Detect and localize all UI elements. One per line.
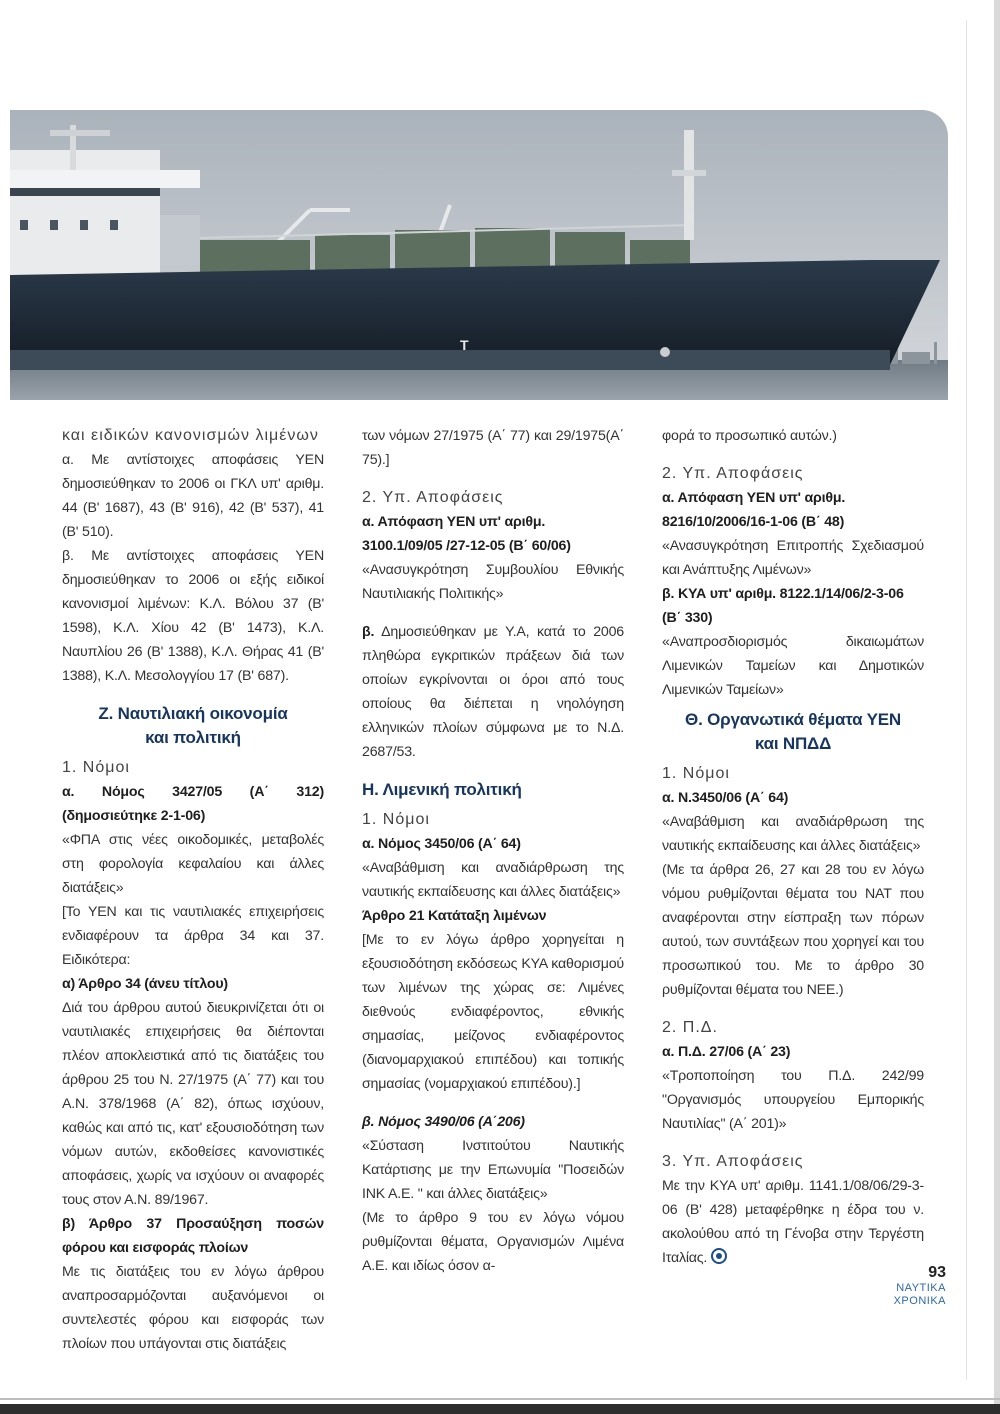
subheading-pd: 2. Π.Δ. xyxy=(662,1019,718,1036)
magazine-brand-line2: ΧΡΟΝΙΚΑ xyxy=(893,1295,946,1307)
law-3450-b-note: (Με τα άρθρα 26, 27 και 28 του εν λόγω νόμου ρυθμίζονται θέματα του ΝΑΤ που αναφέρονται στην είσπραξη των πόρων αυτού, των συντάξεων που χορηγεί και του προσωπικού του. Με το άρθρο 30 ρυθμίζονται θέματα του ΝΕΕ.) xyxy=(662,862,924,998)
subheading-ypapofaseis-3b: 3. Υπ. Αποφάσεις xyxy=(662,1153,804,1170)
intro-a: α. Με αντίστοιχες αποφάσεις ΥΕΝ δημοσιεύθηκαν το 2006 οι ΓΚΛ υπ' αριθμ. 44 (Β' 1687), 43 (Β' 916), 42 (Β' 537), 41 (Β' 510). xyxy=(62,452,324,540)
end-mark-icon xyxy=(711,1248,727,1264)
article-34-title: α) Άρθρο 34 (άνευ τίτλου) xyxy=(62,976,228,992)
intro-b: β. Με αντίστοιχες αποφάσεις ΥΕΝ δημοσιεύθηκαν το 2006 οι εξής ειδικοί κανονισμοί λιμένων: Κ.Λ. Βόλου 37 (Β' 1598), Κ.Λ. Χίου 42 (Β' 1473), Κ.Λ. Ναυπλίου 26 (Β' 1388), Κ.Λ. Θήρας 41 (Β' 1388), Κ.Λ. Μεσολογγίου 17 (Β' 687). xyxy=(62,548,324,684)
section-z-heading xyxy=(62,702,324,750)
subheading-nomoi-3: 1. Νόμοι xyxy=(662,765,730,782)
section-theta-line1: Θ. Οργανωτικά θέματα ΥΕΝ xyxy=(685,710,901,729)
article-34-text: Διά του άρθρου αυτού διευκρινίζεται ότι οι ναυτιλιακές επιχειρήσεις θα διέπονται πλέον αποκλειστικά από τις διατάξεις του άρθρου 25 του Ν. 27/1975 (Α΄ 77) και του Α.Ν. 378/1968 (Α΄ 82), όπως ισχύουν, καθώς και από τις, κατ' εξουσιοδότηση των νόμων αυτών, εκδοθείσες κανονιστικές αποφάσεις, χωρίς να ισχύουν οι αναφορές τους στον Α.Ν. 89/1967. xyxy=(62,1000,324,1208)
pd-27-quote: «Τροποποίηση του Π.Δ. 242/99 "Οργανισμός υπουργείου Εμπορικής Ναυτιλίας" (Α΄ 201)» xyxy=(662,1068,924,1132)
decision-8216-quote: «Ανασυγκρότηση Επιτροπής Σχεδιασμού και Ανάπτυξης Λιμένων» xyxy=(662,538,924,578)
page-edge xyxy=(994,0,1000,1414)
subheading-ypapofaseis-3: 2. Υπ. Αποφάσεις xyxy=(662,465,804,482)
section-z-line1: Ζ. Ναυτιλιακή οικονομία xyxy=(98,704,288,723)
decision-b xyxy=(362,620,624,764)
section-z-line2: και πολιτική xyxy=(145,728,241,747)
law-3490: β. Νόμος 3490/06 (Α΄206) xyxy=(362,1114,525,1130)
waterline xyxy=(10,350,890,370)
bottom-rule-thin xyxy=(0,1398,1000,1400)
law-3450: α. Νόμος 3450/06 (Α΄ 64) xyxy=(362,836,521,852)
subheading-nomoi-2: 1. Νόμοι xyxy=(362,811,430,828)
decision-b-text: Δημοσιεύθηκαν με Υ.Α, κατά το 2006 πληθώρα εγκριτικών πράξεων διά των οποίων εγκρίνονται οι όροι από τους οποίους θα διέπεται η νηολόγηση ελληνικών πλοίων σύμφωνα με το Ν.Δ. 2687/53. xyxy=(362,624,624,760)
law-3450-b: α. Ν.3450/06 (Α΄ 64) xyxy=(662,790,789,806)
subheading-nomoi: 1. Νόμοι xyxy=(62,759,130,776)
page-edge-line xyxy=(966,20,967,1380)
decision-3100-quote: «Ανασυγκρότηση Συμβουλίου Εθνικής Ναυτιλιακής Πολιτικής» xyxy=(362,562,624,602)
kya-8122: β. ΚΥΑ υπ' αριθμ. 8122.1/14/06/2-3-06 (Β΄ 330) xyxy=(662,586,904,626)
magazine-brand-line1: ΝΑΥΤΙΚΑ xyxy=(896,1282,946,1294)
ship-illustration xyxy=(10,110,948,400)
column-3 xyxy=(662,424,924,1270)
decision-3100: α. Απόφαση ΥΕΝ υπ' αριθμ. 3100.1/09/05 /27-12-05 (Β΄ 60/06) xyxy=(362,514,571,554)
pd-27: α. Π.Δ. 27/06 (Α΄ 23) xyxy=(662,1044,791,1060)
law-3427: α. Νόμος 3427/05 (Α΄ 312) (δημοσιεύτηκε 2-1-06) xyxy=(62,784,324,824)
page-footer xyxy=(894,1264,946,1308)
article-21-title: Άρθρο 21 Κατάταξη λιμένων xyxy=(362,908,547,924)
col2-continuation: των νόμων 27/1975 (Α΄ 77) και 29/1975(Α΄ 75).] xyxy=(362,428,624,468)
article-21-text: [Με το εν λόγω άρθρο χορηγείται η εξουσιοδότηση εκδόσεως ΚΥΑ καθορισμού των λιμένων της χώρας σε: Λιμένες διεθνούς ενδιαφέροντος, εθνικής σημασίας, μείζονος ενδιαφέροντος (διανομαρχιακού επιπέδου) και τοπικής σημασίας (νομαρχιακού επιπέδου).] xyxy=(362,932,624,1092)
law-3490-note: (Με το άρθρο 9 του εν λόγω νόμου ρυθμίζονται θέματα, Οργανισμών Λιμένα Α.Ε. και ιδίως όσον α- xyxy=(362,1210,624,1274)
foremast xyxy=(684,130,694,240)
ship-photo xyxy=(10,110,948,400)
article-37-title: β) Άρθρο 37 Προσαύξηση ποσών φόρου και εισφοράς πλοίων xyxy=(62,1216,324,1256)
decision-b-label: β. xyxy=(362,624,375,640)
column-1 xyxy=(62,424,324,1356)
subheading-ypapofaseis: 2. Υπ. Αποφάσεις xyxy=(362,489,504,506)
svg-text:T: T xyxy=(460,337,469,353)
column-2 xyxy=(362,424,624,1278)
section-h-heading: Η. Λιμενική πολιτική xyxy=(362,780,522,799)
section-theta-heading xyxy=(662,708,924,756)
intro-title: και ειδικών κανονισμών λιμένων xyxy=(62,427,319,444)
law-3427-note: [Το ΥΕΝ και τις ναυτιλιακές επιχειρήσεις ενδιαφέρουν τα άρθρα 34 και 37. Ειδικότερα: xyxy=(62,904,324,968)
article-37-text: Με τις διατάξεις του εν λόγω άρθρου αναπροσαρμόζονται αυξανόμενοι οι συντελεστές φόρου και εισφοράς των πλοίων που υπάγονται στις διατάξεις xyxy=(62,1264,324,1352)
section-theta-line2: και ΝΠΔΔ xyxy=(754,734,832,753)
law-3450-b-quote: «Αναβάθμιση και αναδιάρθρωση της ναυτικής εκπαίδευσης και άλλες διατάξεις» xyxy=(662,814,924,854)
law-3450-quote: «Αναβάθμιση και αναδιάρθρωση της ναυτικής εκπαίδευσης και άλλες διατάξεις» xyxy=(362,860,624,900)
col3-continuation: φορά το προσωπικό αυτών.) xyxy=(662,428,837,444)
law-3427-quote: «ΦΠΑ στις νέες οικοδομικές, μεταβολές στη φορολογία κεφαλαίου και άλλες διατάξεις» xyxy=(62,832,324,896)
final-paragraph xyxy=(662,1174,924,1270)
kya-8122-quote: «Αναπροσδιορισμός δικαιωμάτων Λιμενικών Ταμείων και Δημοτικών Λιμενικών Ταμείων» xyxy=(662,634,924,698)
law-3490-quote: «Σύσταση Ινστιτούτου Ναυτικής Κατάρτισης με την Επωνυμία "Ποσειδών ΙΝΚ Α.Ε. " και άλλες διατάξεις» xyxy=(362,1138,624,1202)
decision-8216: α. Απόφαση ΥΕΝ υπ' αριθμ. 8216/10/2006/16-1-06 (Β΄ 48) xyxy=(662,490,846,530)
page-number: 93 xyxy=(928,1264,946,1281)
final-text: Με την ΚΥΑ υπ' αριθμ. 1141.1/08/06/29-3-06 (Β' 428) μεταφέρθηκε η έδρα του ν. ακολούθου από τη Γένοβα στην Τεργέστη Ιταλίας. xyxy=(662,1178,924,1266)
bottom-rule xyxy=(0,1404,1000,1414)
